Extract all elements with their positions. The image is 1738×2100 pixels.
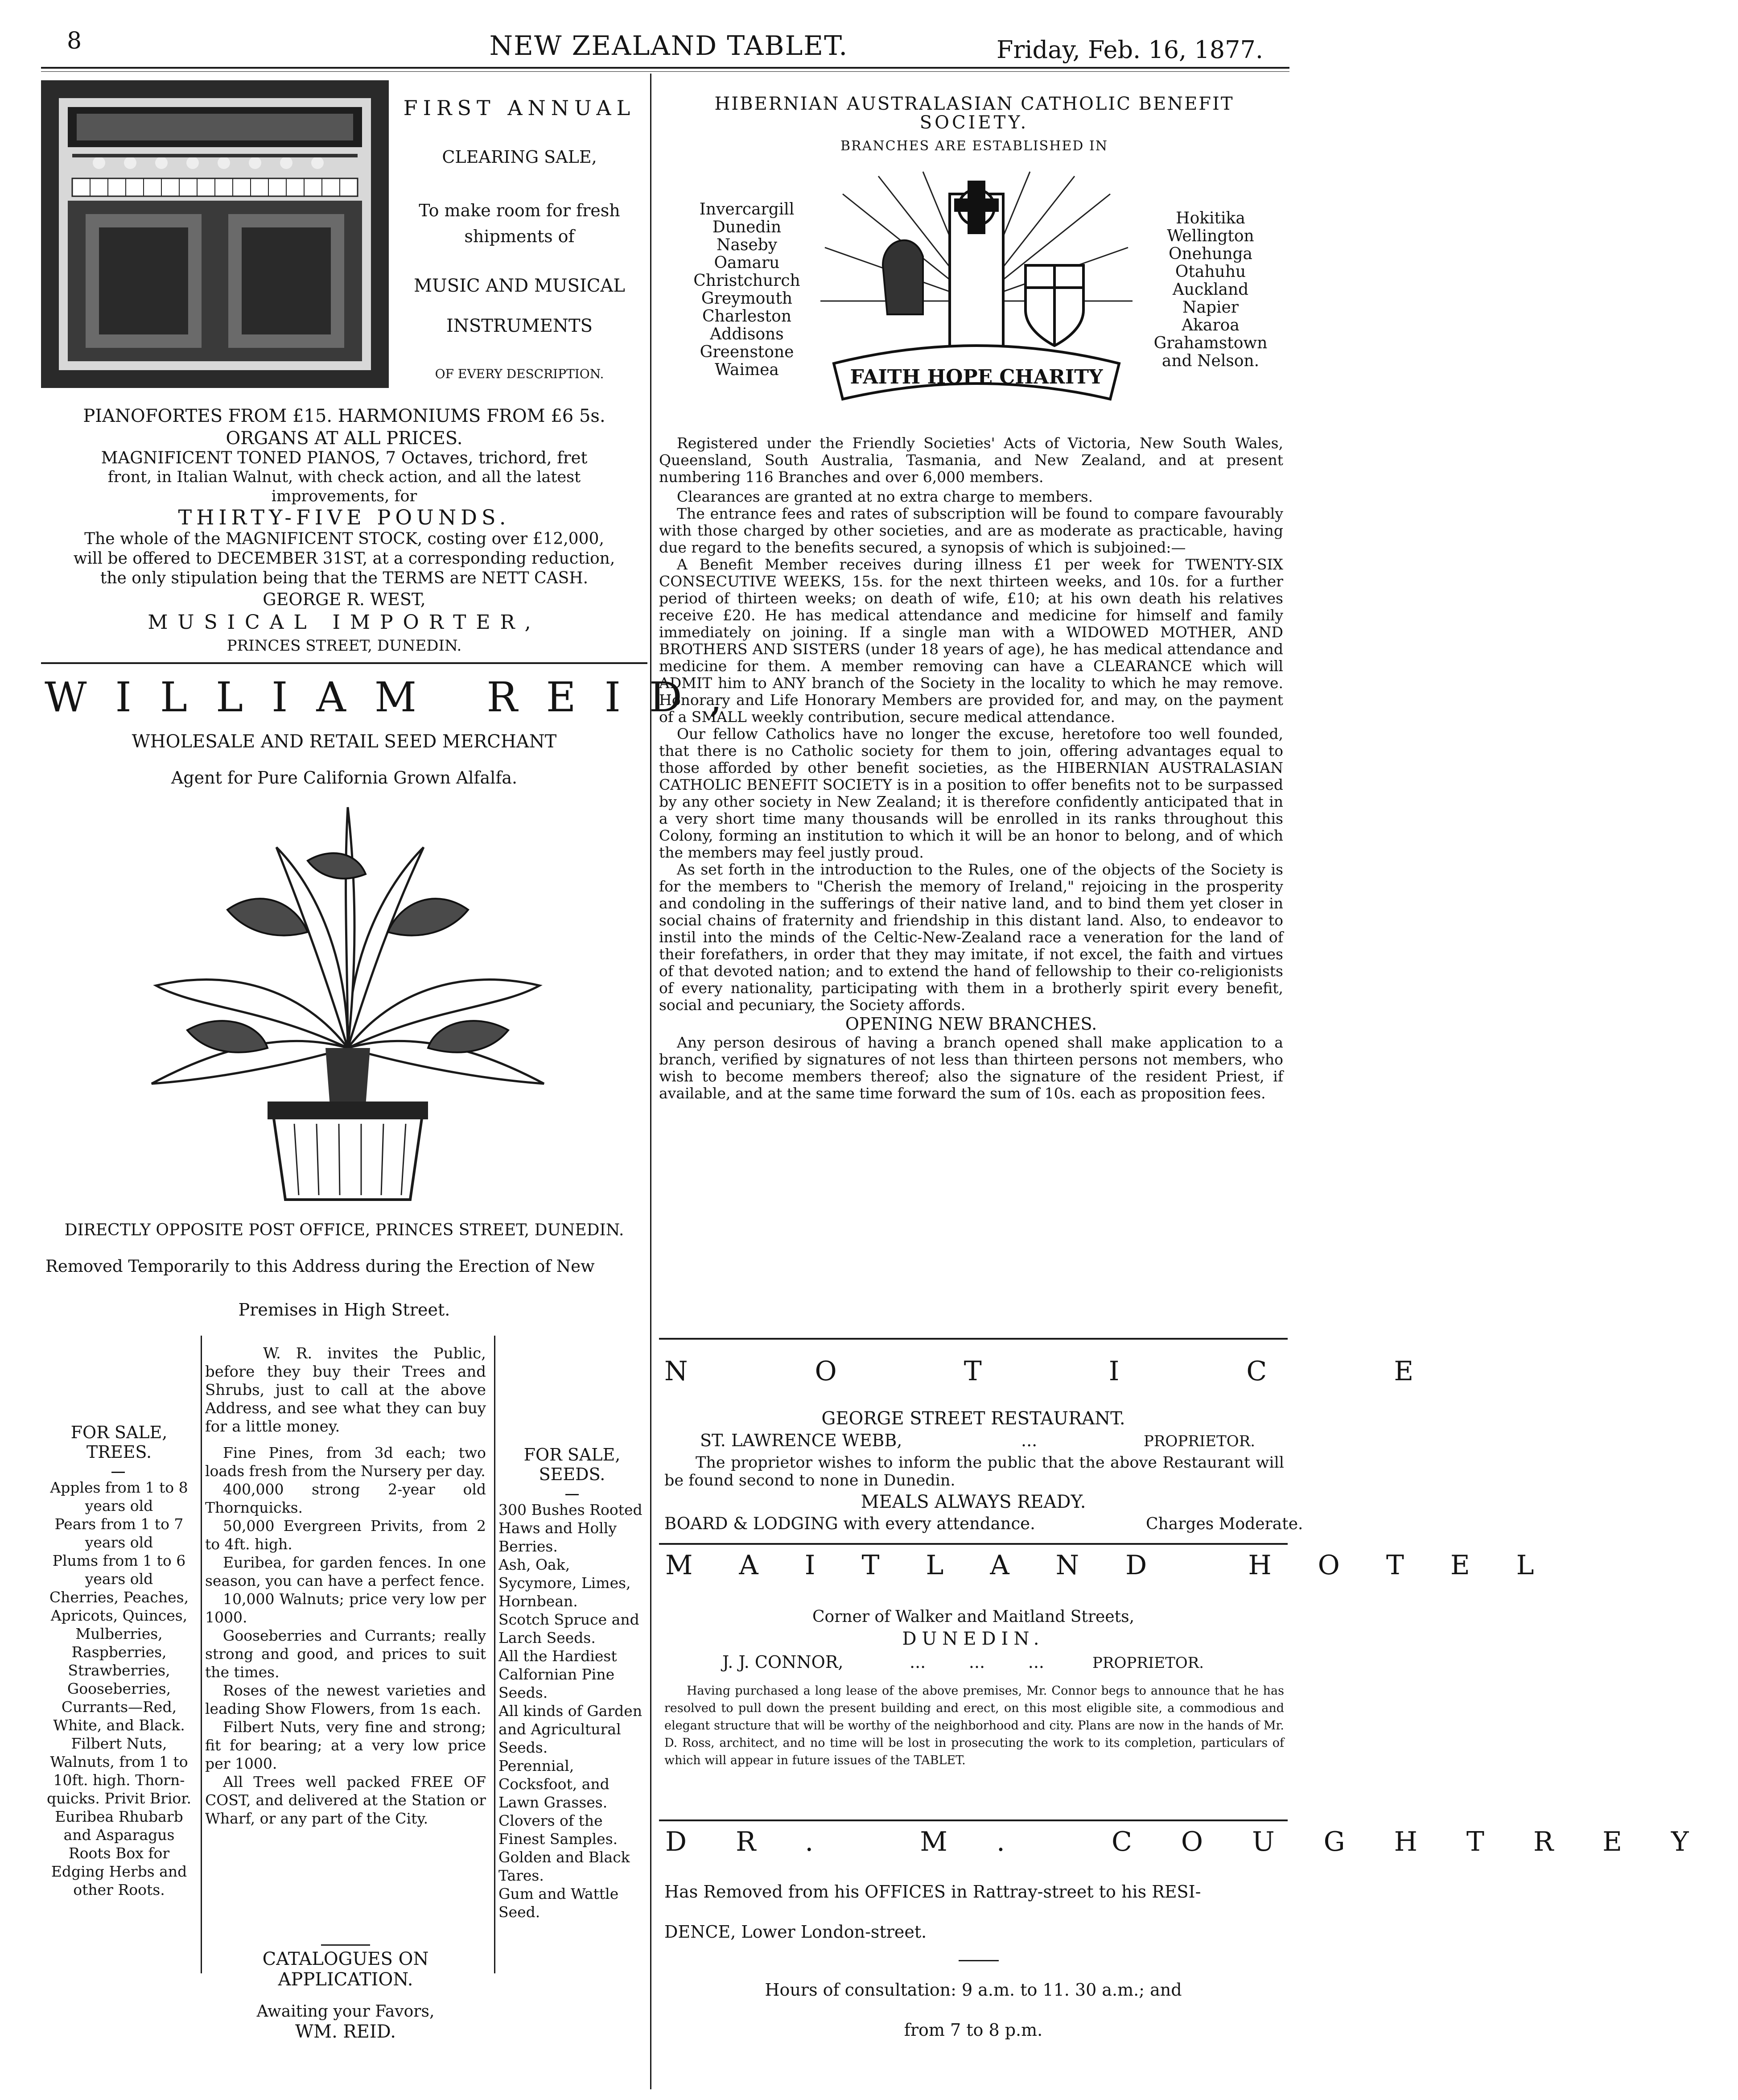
left-towns: Invercargill Dunedin Naseby Oamaru Christchurch Greymouth Charleston Addisons Greenstone Waimea (693, 200, 800, 379)
right-towns: Hokitika Wellington Onehunga Otahuhu Auckland Napier Akaroa Grahamstown and Nelson. (1153, 209, 1268, 370)
notice-heading: NOTICE (664, 1356, 1541, 1387)
masthead-title: NEW ZEALAND TABLET. (489, 30, 848, 62)
hibernian-opening: OPENING NEW BRANCHES. (845, 1014, 1097, 1034)
reid-middle-intro: W. R. invites the Public, before they buy their Trees and Shrubs, just to call at the above Address, and see what they can buy for a little money. (205, 1345, 486, 1436)
notice-meals: MEALS ALWAYS READY. (861, 1492, 1086, 1512)
organ-dealer-name: GEORGE R. WEST, (263, 590, 426, 609)
organ-price-big: THIRTY-FIVE POUNDS. (178, 505, 511, 529)
reid-catalogues: CATALOGUES ON APPLICATION. (262, 1949, 429, 1990)
hibernian-p4: A Benefit Member receives during illness £1 per week for TWENTY-SIX CONSECUTIVE WEEKS, 15s. for the next thirteen weeks, and 10s. for a further period of thirteen weeks; on death of wife, £10; at his own death his relatives receive £20. He has medical attendance and medicine for himself and family immediately on joining. If a single man with a WIDOWED MOTHER, AND BROTHERS AND SISTERS (under 18 years of age), he has medical attendance and medicine for them. A member removing can have a CLEARANCE which will ADMIT him to ANY branch of the Society in the locality to which he may remove. Honorary and Life Honorary Members are provided for, and may, on the payment of a SMALL weekly contribution, secure medical attendance. (659, 556, 1283, 726)
hibernian-p5: Our fellow Catholics have no longer the excuse, heretofore too well founded, that there is no Catholic society for them to join, offering advantages equal to those afforded by other benefit societies, as the HIBERNIAN AUSTRALASIAN CATHOLIC BENEFIT SOCIETY is in a position to offer benefits not to be surpassed by any other society in New Zealand; it is therefore confidently anticipated that in a very short time many thousands will be enrolled in its ranks throughout this Colony, forming an institution to which it will be an honor to belong, and of which the members may feel justly proud. (659, 725, 1283, 861)
issue-date: Friday, Feb. 16, 1877. (997, 36, 1263, 64)
trees-heading: FOR SALE, TREES. (70, 1423, 168, 1462)
hibernian-emblem (816, 167, 1137, 417)
maitland-rule (659, 1543, 1288, 1545)
hibernian-title-2: SOCIETY. (919, 112, 1029, 133)
middle-item: Fine Pines, from 3d each; two loads fresh from the Nursery per day. (205, 1444, 486, 1480)
maitland-dots: ... ... ... (910, 1652, 1044, 1672)
seeds-list: 300 Bushes Rooted Haws and Holly Berries. Ash, Oak, Sycymore, Limes, Hornbean. Scotch Spruce and Larch Seeds. All the Hardiest Calfornian Pine Seeds. All kinds of Garden and Agricultural Seeds. Perennial, Cocksfoot, and Lawn Grasses. Clovers of the Finest Samples. Golden and Black Tares. Gum and Wattle Seed. (498, 1501, 642, 1921)
reid-agent: Agent for Pure California Grown Alfalfa. (171, 768, 518, 788)
organ-dealer-addr: PRINCES STREET, DUNEDIN. (227, 637, 462, 655)
organ-pianos-3: improvements, for (271, 487, 417, 505)
organ-pianos-2: front, in Italian Walnut, with check action, and all the latest (107, 468, 581, 486)
organ-stock-3: the only stipulation being that the TERMS are NETT CASH. (100, 569, 589, 587)
emblem-motto: FAITH HOPE CHARITY (850, 366, 1103, 388)
maitland-heading: MAITLAND HOTEL (665, 1550, 1581, 1581)
maitland-prop-title: PROPRIETOR. (1092, 1654, 1204, 1672)
organ-ad-sub: CLEARING SALE, (442, 147, 597, 167)
hibernian-title-1: HIBERNIAN AUSTRALASIAN CATHOLIC BENEFIT (714, 94, 1234, 114)
hibernian-p2: Clearances are granted at no extra charge to members. (677, 488, 1093, 505)
trees-list: Apples from 1 to 8 years old Pears from 1 to 7 years old Plums from 1 to 6 years old Cherries, Peaches, Apricots, Quinces, Mulberries, Raspberries, Strawberries, Gooseberries, Currants—Red, White, and Black. Filbert Nuts, Walnuts, from 1 to 10ft. high. Thorn-quicks. Privit Brior. Euribea Rhubarb and Asparagus Roots Box for Edging Herbs and other Roots. (47, 1479, 191, 1898)
organ-prices-1: PIANOFORTES FROM £15. HARMONIUMS FROM £6 5s. (83, 406, 605, 426)
hibernian-p3: The entrance fees and rates of subscription will be found to compare favourably with those charged by other societies, and are as moderate as practicable, having due regard to the benefits secured, a synopsis of which is subjoined:— (659, 505, 1283, 556)
middle-item: 50,000 Evergreen Privits, from 2 to 4ft. high. (205, 1517, 486, 1553)
organ-dealer-trade: MUSICAL IMPORTER, (148, 611, 541, 634)
header-rule-thin (41, 71, 1289, 72)
reid-middle-items (205, 1444, 486, 1828)
seeds-heading: FOR SALE, SEEDS. (523, 1445, 621, 1484)
middle-item: 10,000 Walnuts; price very low per 1000. (205, 1590, 486, 1626)
reid-awaiting: Awaiting your Favors, (256, 2002, 435, 2021)
page-number: 8 (67, 28, 82, 54)
notice-dots: ... (1021, 1431, 1038, 1450)
hibernian-p7: Any person desirous of having a branch opened shall make application to a branch, verified by signatures of not less than thirteen persons not members, who wish to become members thereof; also the signature of the resident Priest, if available, and at the same time forward the sum of 10s. each as proposition fees. (659, 1034, 1283, 1102)
middle-item: Gooseberries and Currants; really strong and good, and prices to suit the times. (205, 1627, 486, 1681)
organ-stock-2: will be offered to DECEMBER 31ST, at a corresponding reduction, (73, 549, 615, 568)
hibernian-branches: BRANCHES ARE ESTABLISHED IN (840, 138, 1108, 154)
subcol-line-right (494, 1336, 495, 1973)
plant-illustration (116, 798, 580, 1204)
reid-signature: WM. REID. (295, 2022, 396, 2042)
middle-item: 400,000 strong 2-year old Thornquicks. (205, 1481, 486, 1516)
header-rule (41, 67, 1289, 69)
hours-rule (959, 1960, 999, 1961)
maitland-corner: Corner of Walker and Maitland Streets, (812, 1608, 1135, 1626)
hibernian-p6: As set forth in the introduction to the Rules, one of the objects of the Society is for the members to "Cherish the memory of Ireland," rejoicing in the prosperity and condoling in the sufferings of their native land, and to bind them yet closer in social chains of fraternity and friendship in this distant land. Also, to endeavor to instil into the minds of the Celtic-New-Zealand race a veneration for the land of their forefathers, in order that they may imitate, if not excel, the faith and virtues of that devoted nation; and to extend the hand of fellowship to their co-religionists of every nationality, participating with them in a brotherly spirit every benefit, social and pecuniary, the Society affords. (659, 861, 1283, 1014)
organ-pianos-1: MAGNIFICENT TONED PIANOS, 7 Octaves, trichord, fret (101, 448, 588, 467)
coughtrey-line2: DENCE, Lower London-street. (664, 1922, 927, 1942)
coughtrey-hours1: Hours of consultation: 9 a.m. to 11. 30 a.m.; and (765, 1980, 1182, 2000)
organ-ad-line2: shipments of (464, 227, 575, 246)
reid-removed-1: Removed Temporarily to this Address during the Erection of New (45, 1257, 595, 1276)
coughtrey-line1: Has Removed from his OFFICES in Rattray-street to his RESI- (664, 1882, 1201, 1902)
organ-illustration (41, 80, 389, 388)
reid-name: WILLIAM REID, (45, 673, 751, 721)
seeds-dash (565, 1494, 579, 1495)
ad-separator (41, 662, 647, 664)
notice-restaurant: GEORGE STREET RESTAURANT. (821, 1408, 1125, 1429)
notice-board: BOARD & LODGING with every attendance. (664, 1514, 1035, 1533)
notice-rule (659, 1338, 1288, 1340)
subcol-line-left (201, 1336, 202, 1973)
maitland-prop-name: J. J. CONNOR, (722, 1652, 844, 1672)
hibernian-p1: Registered under the Friendly Societies' Acts of Victoria, New South Wales, Queensland, South Australia, Tasmania, and New Zealand, and at present numbering 116 Branches and over 6,000 members. (659, 434, 1283, 486)
reid-addr: DIRECTLY OPPOSITE POST OFFICE, PRINCES STREET, DUNEDIN. (64, 1221, 624, 1239)
middle-item: Roses of the newest varieties and leading Show Flowers, from 1s each. (205, 1682, 486, 1717)
notice-prop-name: ST. LAWRENCE WEBB, (700, 1431, 902, 1450)
trees-dash (111, 1472, 125, 1473)
middle-item: Filbert Nuts, very fine and strong; fit for bearing; at a very low price per 1000. (205, 1718, 486, 1772)
organ-ad-line3: MUSIC AND MUSICAL (414, 276, 625, 296)
middle-item: All Trees well packed FREE OF COST, and delivered at the Station or Wharf, or any part of the City. (205, 1773, 486, 1827)
catalogues-rule (321, 1944, 370, 1946)
coughtrey-heading: DR. M. COUGHTREY (665, 1826, 1738, 1857)
middle-item: Euribea, for garden fences. In one season, you can have a perfect fence. (205, 1554, 486, 1589)
organ-ad-line1: To make room for fresh (419, 201, 620, 220)
coughtrey-rule (659, 1819, 1288, 1821)
hibernian-body (659, 435, 1283, 1102)
notice-prop-title: PROPRIETOR. (1144, 1432, 1256, 1450)
maitland-text: Having purchased a long lease of the above premises, Mr. Connor begs to announce that he has resolved to pull down the present building and erect, on this most eligible site, a commodious and elegant structure that will be worthy of the neighborhood and city. Plans are now in the hands of Mr. D. Ross, architect, and no time will be lost in prosecuting the work to its completion, particulars of which will appear in future issues of the TABLET. (664, 1684, 1284, 1767)
notice-charges: Charges Moderate. (1146, 1515, 1303, 1533)
notice-text: The proprietor wishes to inform the public that the above Restaurant will be found second to none in Dunedin. (664, 1454, 1284, 1489)
organ-stock-1: The whole of the MAGNIFICENT STOCK, costing over £12,000, (84, 530, 604, 548)
organ-ad-heading: FIRST ANNUAL (403, 96, 636, 120)
organ-ad-line4: INSTRUMENTS (446, 316, 593, 336)
maitland-city: DUNEDIN. (902, 1629, 1045, 1649)
reid-trade: WHOLESALE AND RETAIL SEED MERCHANT (132, 731, 557, 752)
organ-ad-line5: OF EVERY DESCRIPTION. (435, 367, 604, 381)
coughtrey-hours2: from 7 to 8 p.m. (904, 2020, 1043, 2040)
organ-prices-2: ORGANS AT ALL PRICES. (226, 428, 463, 449)
reid-removed-2: Premises in High Street. (238, 1300, 450, 1320)
